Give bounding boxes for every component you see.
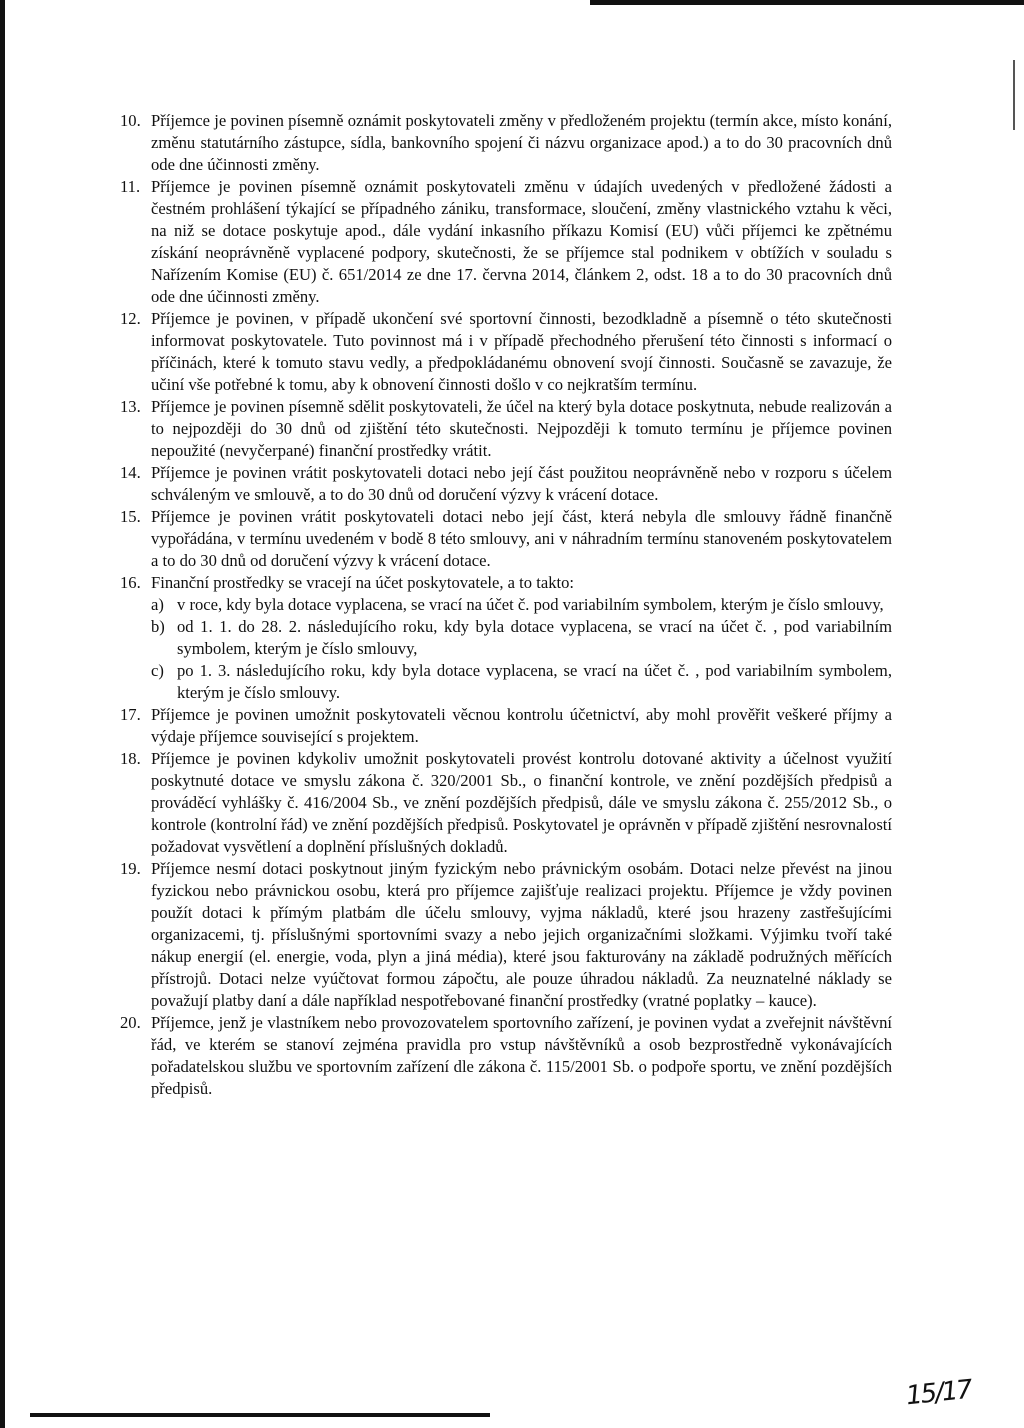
scan-edge-bottom [30, 1413, 490, 1417]
clause-14 [120, 462, 892, 506]
sub-item-letter: b) [151, 617, 165, 636]
clause-16 [120, 572, 892, 704]
scan-edge-left [0, 0, 5, 1428]
sub-item-letter: c) [151, 661, 164, 680]
page-number-handwritten: 15/17 [904, 1374, 973, 1412]
clause-19 [120, 858, 892, 1012]
clause-number: 12. [120, 309, 141, 328]
clause-number: 19. [120, 859, 141, 878]
sub-item-text: od 1. 1. do 28. 2. následujícího roku, kdy byla dotace vyplacena, se vrací na účet č. , pod variabilním symbolem, kterým je číslo smlouvy, [177, 617, 892, 658]
sub-item-letter: a) [151, 595, 164, 614]
sub-item-b [151, 616, 892, 660]
clause-number: 17. [120, 705, 141, 724]
clause-text: Příjemce je povinen vrátit poskytovateli dotaci nebo její část, která nebyla dle smlouvy řádně finančně vypořádána, v termínu uvedeném v bodě 8 této smlouvy, ani v náhradním termínu stanoveném poskytovatelem a to do 30 dnů od doručení výzvy k vrácení dotace. [151, 507, 892, 570]
clause-text: Příjemce je povinen, v případě ukončení své sportovní činnosti, bezodkladně a písemně o této skutečnosti informovat poskytovatele. Tuto povinnost má i v případě přechodného přerušení této činnosti s informací o příčinách, které k tomuto stavu vedly, a předpokládanému obnovení svojí činnosti. Současně se zavazuje, že učiní vše potřebné k tomu, aby k obnovení činnosti došlo v co nejkratším termínu. [151, 309, 892, 394]
sub-item-c [151, 660, 892, 704]
clause-text: Příjemce je povinen písemně sdělit poskytovateli, že účel na který byla dotace poskytnuta, nebude realizován a to nejpozději do 30 dnů od zjištění této skutečnosti. Nejpozději k tomuto termínu je příjemce povinen nepoužité (nevyčerpané) finanční prostředky vrátit. [151, 397, 892, 460]
clause-number: 15. [120, 507, 141, 526]
clause-17 [120, 704, 892, 748]
clause-number: 10. [120, 111, 141, 130]
clause-text: Příjemce je povinen umožnit poskytovateli věcnou kontrolu účetnictví, aby mohl prověřit veškeré příjmy a výdaje příjemce související s projektem. [151, 705, 892, 746]
clause-20 [120, 1012, 892, 1100]
clause-text: Příjemce nesmí dotaci poskytnout jiným fyzickým nebo právnickým osobám. Dotaci nelze převést na jinou fyzickou nebo právnickou osobu, která pro příjemce zajišťuje realizaci projektu. Příjemce je vždy povinen použít dotaci k přímým platbám dle účelu smlouvy, vyjma nákladů, které jsou hrazeny zastřešujícími organizacemi, tj. příslušnými sportovními svazy a nebo jejich organizačními složkami. Výjimku tvoří také nákup energií (el. energie, voda, plyn a jiná média), které jsou fakturovány na základě podružných měřících přístrojů. Dotaci nelze vyúčtovat formou zápočtu, ale pouze úhradou nákladů. Za neuznatelné náklady se považují platby daní a dále například nespotřebované finanční prostředky (vratné poplatky – kauce). [151, 859, 892, 1010]
sub-item-text: v roce, kdy byla dotace vyplacena, se vrací na účet č. pod variabilním symbolem, kterým je číslo smlouvy, [177, 595, 884, 614]
clause-text: Příjemce je povinen vrátit poskytovateli dotaci nebo její část použitou neoprávněně nebo v rozporu s účelem schváleným ve smlouvě, a to do 30 dnů od doručení výzvy k vrácení dotace. [151, 463, 892, 504]
clause-text: Příjemce je povinen kdykoliv umožnit poskytovateli provést kontrolu dotované aktivity a účelnost využití poskytnuté dotace ve smyslu zákona č. 320/2001 Sb., o finanční kontrole, ve znění pozdějších předpisů a prováděcí vyhlášky č. 416/2004 Sb., ve znění pozdějších předpisů, dále ve smyslu zákona č. 255/2012 Sb., o kontrole (kontrolní řád) ve znění pozdějších předpisů. Poskytovatel je oprávněn v případě zjištění nesrovnalostí požadovat vysvětlení a doplnění příslušných dokladů. [151, 749, 892, 856]
document-body [120, 110, 892, 1100]
clause-15 [120, 506, 892, 572]
scan-edge-top [590, 0, 1024, 5]
clause-18 [120, 748, 892, 858]
clause-12 [120, 308, 892, 396]
sub-item-text: po 1. 3. následujícího roku, kdy byla dotace vyplacena, se vrací na účet č. , pod variabilním symbolem, kterým je číslo smlouvy. [177, 661, 892, 702]
clause-11 [120, 176, 892, 308]
clause-number: 13. [120, 397, 141, 416]
sub-item-a [151, 594, 892, 616]
clause-number: 14. [120, 463, 141, 482]
clause-number: 18. [120, 749, 141, 768]
clause-10 [120, 110, 892, 176]
clause-text: Příjemce je povinen písemně oznámit poskytovateli změny v předloženém projektu (termín akce, místo konání, změnu statutárního zástupce, sídla, bankovního spojení či názvu organizace apod.) a to do 30 pracovních dnů ode dne účinnosti změny. [151, 111, 892, 174]
scan-artifact [1013, 60, 1015, 130]
clause-13 [120, 396, 892, 462]
clause-number: 16. [120, 573, 141, 592]
clause-number: 11. [120, 177, 141, 196]
clause-text: Příjemce, jenž je vlastníkem nebo provozovatelem sportovního zařízení, je povinen vydat a zveřejnit návštěvní řád, ve kterém se stanoví zejména pravidla pro vstup návštěvníků a osob bezprostředně vykonávajících pořadatelskou službu ve sportovním zařízení dle zákona č. 115/2001 Sb. o podpoře sportu, ve znění pozdějších předpisů. [151, 1013, 892, 1098]
clause-body [151, 572, 892, 704]
clause-number: 20. [120, 1013, 141, 1032]
clause-text: Finanční prostředky se vracejí na účet poskytovatele, a to takto: [151, 573, 575, 592]
clause-text: Příjemce je povinen písemně oznámit poskytovateli změnu v údajích uvedených v předložené žádosti a čestném prohlášení týkající se případného zániku, transformace, sloučení, změny vlastnického vztahu k věci, na niž se dotace poskytuje apod., dále vydání inkasního příkazu Komisí (EU) vůči příjemci ke zpětnému získání neoprávněně vyplacené podpory, skutečnosti, že se příjemce stal podnikem v obtížích v souladu s Nařízením Komise (EU) č. 651/2014 ze dne 17. června 2014, článkem 2, odst. 18 a to do 30 pracovních dnů ode dne účinnosti změny. [151, 177, 892, 306]
